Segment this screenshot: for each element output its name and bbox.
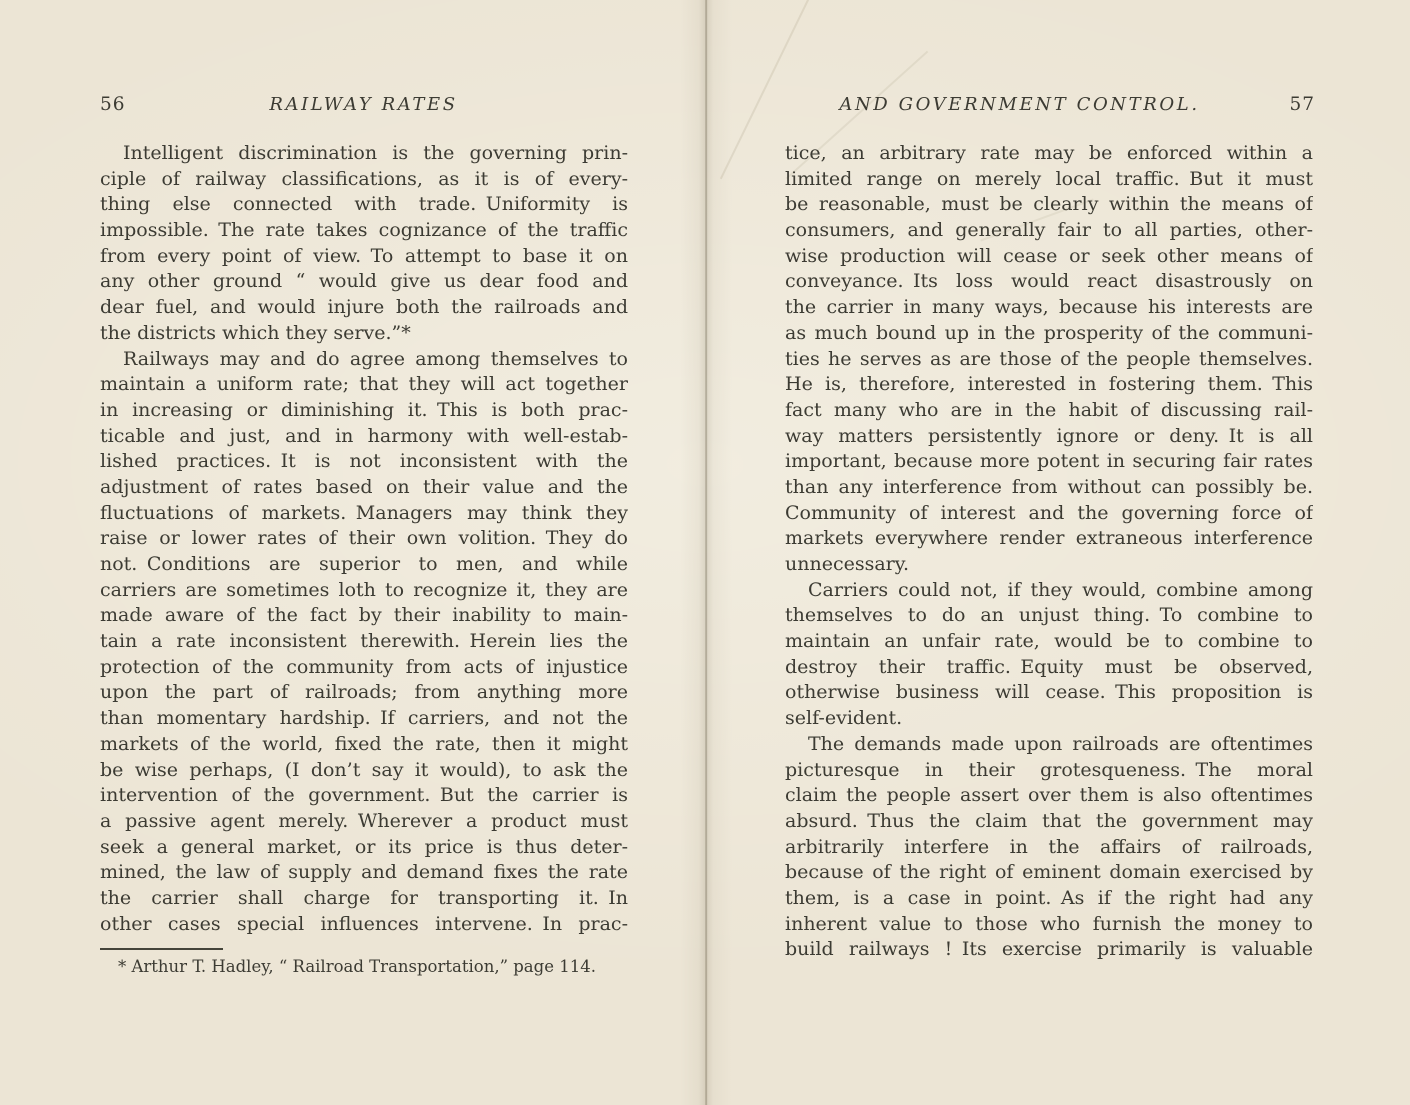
text-line: way matters persistently ignore or deny. It is all (785, 424, 1313, 447)
text-line: Community of interest and the governing force of (785, 501, 1313, 524)
text-line: seek a general market, or its price is thus deter- (100, 835, 628, 858)
text-line: than momentary hardship. If carriers, and not the (100, 707, 628, 730)
text-line: themselves to do an unjust thing. To combine to (785, 604, 1313, 627)
text-line: than any interference from without can possibly be. (785, 475, 1313, 498)
text-line: the carrier shall charge for transporting it. In (100, 886, 628, 909)
text-line: tain a rate inconsistent therewith. Herein lies the (100, 630, 628, 653)
text-line: fact many who are in the habit of discussing rail- (785, 398, 1313, 421)
text-line: mined, the law of supply and demand fixes the rate (100, 861, 628, 884)
text-line: unnecessary. (785, 553, 910, 575)
text-line: any other ground “ would give us dear food and (100, 270, 628, 293)
text-line: Railways may and do agree among themselves to (123, 347, 628, 370)
text-line: not. Conditions are superior to men, and while (100, 553, 628, 575)
text-line: impossible. The rate takes cognizance of the traffic (100, 219, 628, 242)
text-line: the carrier in many ways, because his interests are (785, 296, 1313, 319)
footnote-rule (100, 948, 223, 950)
text-line: Carriers could not, if they would, combine among (808, 578, 1313, 601)
text-line: upon the part of railroads; from anything more (100, 681, 628, 704)
text-line: ciple of railway classifications, as it is of every- (100, 167, 628, 190)
text-line: ties he serves as are those of the people themselves. (785, 347, 1313, 370)
text-line: fluctuations of markets. Managers may think they (100, 501, 628, 524)
text-line: the districts which they serve.”* (100, 321, 411, 344)
running-head-left: RAILWAY RATES (269, 94, 458, 115)
page-57 (706, 0, 1410, 1105)
text-line: absurd. Thus the claim that the government may (785, 809, 1313, 832)
text-line: inherent value to those who furnish the money to (785, 912, 1313, 935)
text-line: tice, an arbitrary rate may be enforced within a (785, 142, 1313, 164)
text-line: conveyance. Its loss would react disastrously on (785, 270, 1313, 293)
text-line: maintain an unfair rate, would be to combine to (785, 630, 1313, 653)
text-line: ticable and just, and in harmony with well-estab- (100, 424, 628, 447)
left-page-body (100, 141, 628, 937)
text-line: Intelligent discrimination is the governing prin- (123, 142, 628, 164)
text-line: because of the right of eminent domain exercised by (785, 861, 1313, 884)
text-line: made aware of the fact by their inability to main- (100, 604, 628, 627)
text-line: in increasing or diminishing it. This is both prac- (100, 398, 628, 421)
text-line: be wise perhaps, (I don’t say it would), to ask the (100, 758, 628, 781)
text-line: destroy their traffic. Equity must be observed, (785, 655, 1313, 678)
text-line: limited range on merely local traffic. But it must (785, 167, 1313, 190)
text-line: protection of the community from acts of injustice (100, 655, 628, 678)
text-line: dear fuel, and would injure both the railroads and (100, 296, 628, 319)
text-line: He is, therefore, interested in fostering them. This (785, 373, 1313, 396)
text-line: lished practices. It is not inconsistent with the (100, 450, 628, 473)
text-line: otherwise business will cease. This proposition is (785, 681, 1313, 704)
text-line: maintain a uniform rate; that they will act together (100, 373, 628, 396)
text-line: a passive agent merely. Wherever a product must (100, 809, 628, 832)
text-line: important, because more potent in securing fair rates (785, 450, 1313, 473)
text-line: build railways ! Its exercise primarily is valuable (785, 938, 1313, 961)
text-line: markets of the world, fixed the rate, then it might (100, 732, 628, 755)
text-line: be reasonable, must be clearly within the means of (785, 193, 1313, 216)
text-line: raise or lower rates of their own volition. They do (100, 527, 628, 550)
text-line: wise production will cease or seek other means of (785, 244, 1313, 267)
page-number-right: 57 (1289, 94, 1315, 115)
text-line: from every point of view. To attempt to base it on (100, 244, 628, 267)
text-line: consumers, and generally fair to all parties, other- (785, 219, 1313, 242)
running-head-right: AND GOVERNMENT CONTROL. (839, 94, 1200, 115)
footnote-text: * Arthur T. Hadley, “ Railroad Transportation,” page 114. (118, 957, 596, 976)
text-line: intervention of the government. But the carrier is (100, 784, 628, 807)
page-number-left: 56 (100, 94, 126, 115)
text-line: thing else connected with trade. Uniformity is (100, 193, 628, 216)
text-line: self-evident. (785, 707, 903, 730)
text-line: carriers are sometimes loth to recognize it, they are (100, 578, 628, 601)
text-line: markets everywhere render extraneous interference (785, 527, 1313, 550)
text-line: them, is a case in point. As if the right had any (785, 886, 1313, 909)
text-line: as much bound up in the prosperity of the communi- (785, 321, 1313, 344)
text-line: picturesque in their grotesqueness. The moral (785, 758, 1313, 781)
text-line: arbitrarily interfere in the affairs of railroads, (785, 835, 1313, 858)
text-line: other cases special influences intervene. In prac- (100, 912, 628, 935)
text-line: adjustment of rates based on their value and the (100, 475, 628, 498)
text-line: claim the people assert over them is also oftentimes (785, 784, 1313, 807)
right-page-body (785, 141, 1313, 963)
text-line: The demands made upon railroads are oftentimes (808, 732, 1313, 755)
